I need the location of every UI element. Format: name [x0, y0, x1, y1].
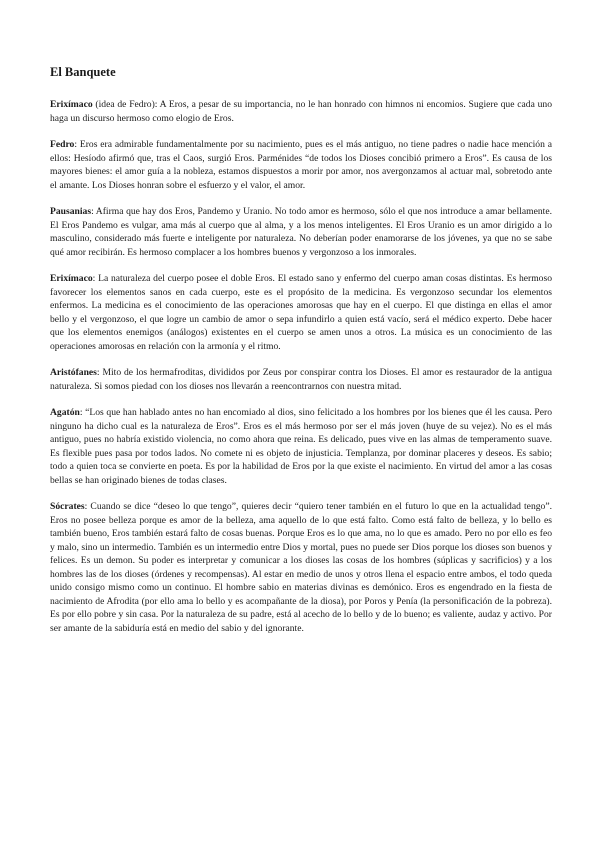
speaker-name: Erixímaco [50, 99, 93, 110]
paragraph-text: : Cuando se dice “deseo lo que tengo”, quieres decir “quiero tener también en el futuro lo que en la actualidad tengo”. Eros no posee belleza porque es amor de la belleza, ama aquello de lo que está falto. Como está falto de belleza, y lo bello es también bueno, Eros también estará falto de cosas buenas. Porque Eros es lo que ama, no lo que es amado. Pero no por ello es feo y malo, sino un intermedio. También es un intermedio entre Dios y mortal, pues no puede ser Dios porque los dioses son buenos y felices. Es un demon. Su poder es interpretar y comunicar a los dioses las cosas de los hombres (súplicas y sacrificios) y a los hombres las de los dioses (órdenes y recompensas). Al estar en medio de unos y otros llena el espacio entre ambos, el todo queda unido consigo mismo como un continuo. El hombre sabio en materias divinas es demónico. Eros es engendrado en la fiesta de nacimiento de Afrodita (por ello ama lo bello y es acompañante de la diosa), por Poros y Penía (la personificación de la pobreza). Es por ello pobre y sin casa. Por la naturaleza de su padre, está al acecho de lo bello y de lo bueno; es valiente, audaz y activo. Por ser amante de la sabiduría está en medio del sabio y del ignorante. [50, 501, 552, 634]
paragraph-aristofanes [50, 366, 552, 393]
document-page [50, 64, 552, 648]
speaker-name: Pausanias [50, 206, 92, 217]
paragraph-text: : “Los que han hablado antes no han encomiado al dios, sino felicitado a los hombres por los bienes que él les causa. Pero ninguno ha dicho cual es la naturaleza de Eros”. Eros es el más hermoso por ser el más joven (huye de su vejez). No es el más antiguo, pues no habría existido violencia, no como ahora que reina. Es delicado, pues vive en las almas de temperamento suave. Es flexible pues pasa por todos lados. No comete ni es objeto de injusticia. Templanza, por dominar placeres y deseos. Es sabio; todo a quien toca se convierte en poeta. Es por la habilidad de Eros por la que existe el nacimiento. En virtud del amor a las cosas bellas se han originado bienes de todas clases. [50, 407, 552, 486]
paragraph-text: : Afirma que hay dos Eros, Pandemo y Uranio. No todo amor es hermoso, sólo el que nos introduce a amar bellamente. El Eros Pandemo es vulgar, ama más al cuerpo que al alma, y a los menos inteligentes. El Eros Uranio es un amor dirigido a lo masculino, considerado más fuerte e inteligente por naturaleza. No deberían poder enamorarse de los jóvenes, ya que no se sabe qué amor recibirán. Es hermoso complacer a los hombres buenos y vergonzoso a los inmorales. [50, 206, 552, 258]
speaker-name: Sócrates [50, 501, 85, 512]
paragraph-socrates [50, 500, 552, 635]
paragraph-eriximaco [50, 272, 552, 353]
paragraph-text: : Mito de los hermafroditas, divididos por Zeus por conspirar contra los Dioses. El amor es restaurador de la antigua naturaleza. Si somos piedad con los dioses nos llevarán a reencontrarnos con nuestra mitad. [50, 367, 552, 392]
paragraph-agaton [50, 406, 552, 487]
speaker-name: Erixímaco [50, 273, 93, 284]
paragraph-pausanias [50, 205, 552, 259]
paragraph-eriximaco-intro [50, 98, 552, 125]
paragraph-text: (idea de Fedro): A Eros, a pesar de su importancia, no le han honrado con himnos ni encomios. Sugiere que cada uno haga un discurso hermoso como elogio de Eros. [50, 99, 552, 124]
paragraph-text: : Eros era admirable fundamentalmente por su nacimiento, pues es el más antiguo, no tiene padres o nadie hace mención a ellos: Hesíodo afirmó que, tras el Caos, surgió Eros. Parménides “de todos los Dioses concibió primero a Eros”. Es causa de los mayores bienes: el amor guía a la nobleza, estamos dispuestos a morir por amor, nos avergonzamos al actuar mal, sobretodo ante el amante. Los Dioses honran sobre el esfuerzo y el valor, el amor. [50, 139, 552, 191]
document-title: El Banquete [50, 65, 116, 79]
speaker-name: Agatón [50, 407, 80, 418]
speaker-name: Fedro [50, 139, 75, 150]
speaker-name: Aristófanes [50, 367, 97, 378]
paragraph-text: : La naturaleza del cuerpo posee el doble Eros. El estado sano y enfermo del cuerpo aman cosas distintas. Es hermoso favorecer los elementos sanos en cada cuerpo, este es el propósito de la medicina. Es vergonzoso secundar los elementos enfermos. La medicina es el conocimiento de las operaciones amorosas que hay en el cuerpo. El que distinga en ellas el amor bello y el vergonzoso, el que logre un cambio de amor o sepa infundirlo a quien está vacío, será el médico experto. Debe hacer que los elementos enemigos (análogos) existentes en el cuerpo se amen unos a otros. La música es un conocimiento de las operaciones amorosas en relación con la armonía y el ritmo. [50, 273, 552, 352]
paragraph-fedro [50, 138, 552, 192]
